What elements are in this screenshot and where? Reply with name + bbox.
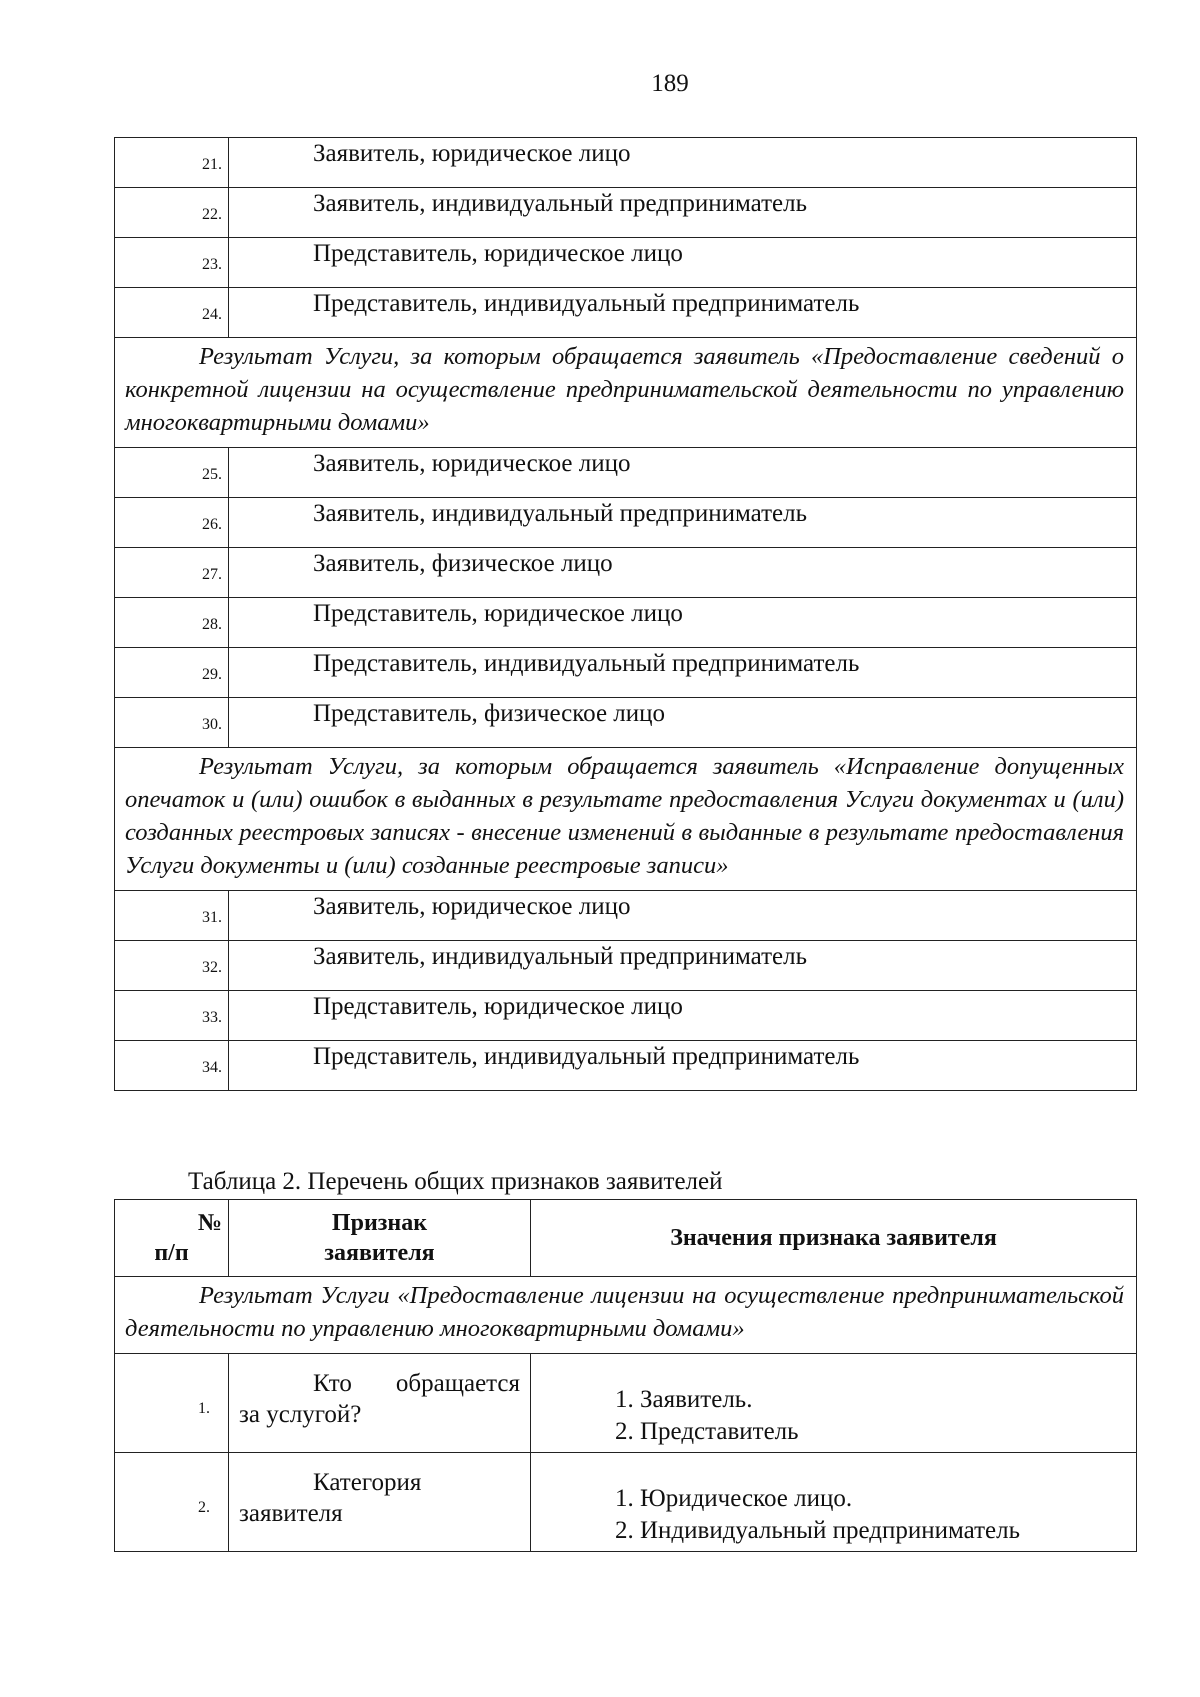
row-text: Заявитель, юридическое лицо: [229, 891, 1137, 941]
row-text: Представитель, индивидуальный предприниматель: [229, 648, 1137, 698]
table-row: [115, 598, 1137, 648]
table-row: [115, 288, 1137, 338]
attribute-line1: Категория: [313, 1469, 422, 1496]
table-row: [115, 648, 1137, 698]
value-item: 1. Заявитель.: [615, 1386, 753, 1413]
row-text: Заявитель, индивидуальный предприниматель: [229, 941, 1137, 991]
table-row: [115, 891, 1137, 941]
table-row: [115, 498, 1137, 548]
table-row: [115, 448, 1137, 498]
row-number: 29.: [115, 648, 229, 698]
table-row: [115, 548, 1137, 598]
row-number: 21.: [115, 138, 229, 188]
table-header-row: [115, 1200, 1137, 1277]
table2-caption: Таблица 2. Перечень общих признаков заявителей: [188, 1168, 723, 1195]
header-values: Значения признака заявителя: [531, 1200, 1137, 1277]
row-text: Представитель, юридическое лицо: [229, 238, 1137, 288]
attribute-line2: за услугой?: [239, 1401, 362, 1428]
table-row: [115, 698, 1137, 748]
section-row: [115, 338, 1137, 448]
table-row: [115, 238, 1137, 288]
section-heading: Результат Услуги «Предоставление лицензии на осуществление предпринимательской деятельности по управлению многоквартирными домами»: [115, 1277, 1137, 1354]
value-item: 2. Индивидуальный предприниматель: [615, 1517, 1020, 1544]
row-number: 30.: [115, 698, 229, 748]
row-text: Представитель, индивидуальный предприниматель: [229, 1041, 1137, 1091]
attribute-line1: Кто обращается: [313, 1370, 520, 1397]
row-number: 27.: [115, 548, 229, 598]
row-number: 22.: [115, 188, 229, 238]
row-number: 2.: [115, 1453, 229, 1552]
attribute-line2: заявителя: [239, 1500, 343, 1527]
header-number-line2: п/п: [154, 1240, 189, 1266]
table-row: [115, 138, 1137, 188]
row-number: 34.: [115, 1041, 229, 1091]
row-number: 28.: [115, 598, 229, 648]
row-number: 25.: [115, 448, 229, 498]
table-row: [115, 1041, 1137, 1091]
row-number: 26.: [115, 498, 229, 548]
row-number: 23.: [115, 238, 229, 288]
values-cell: [531, 1453, 1137, 1552]
header-number-line1: №: [197, 1210, 222, 1236]
header-attribute: [229, 1200, 531, 1277]
row-text: Заявитель, юридическое лицо: [229, 448, 1137, 498]
row-text: Представитель, юридическое лицо: [229, 598, 1137, 648]
attribute-cell: [229, 1354, 531, 1453]
section-heading: Результат Услуги, за которым обращается заявитель «Исправление допущенных опечаток и (или) ошибок в выданных в результате предоставления Услуги документах и (или) созданных реестровых записях - внесение изменений в выданные в результате предоставления Услуги документы и (или) созданные реестровые записи»: [115, 748, 1137, 891]
table-row: [115, 1354, 1137, 1453]
applicant-attributes-table: [114, 1199, 1137, 1552]
row-number: 33.: [115, 991, 229, 1041]
row-text: Представитель, юридическое лицо: [229, 991, 1137, 1041]
attribute-cell: [229, 1453, 531, 1552]
value-item: 2. Представитель: [615, 1418, 799, 1445]
row-number: 32.: [115, 941, 229, 991]
page-number: 189: [651, 70, 689, 97]
applicant-variants-table: [114, 137, 1137, 1091]
values-cell: [531, 1354, 1137, 1453]
value-item: 1. Юридическое лицо.: [615, 1485, 853, 1512]
row-text: Представитель, физическое лицо: [229, 698, 1137, 748]
row-text: Заявитель, физическое лицо: [229, 548, 1137, 598]
table-row: [115, 1453, 1137, 1552]
table-row: [115, 188, 1137, 238]
row-number: 31.: [115, 891, 229, 941]
row-text: Заявитель, индивидуальный предприниматель: [229, 498, 1137, 548]
section-row: [115, 1277, 1137, 1354]
row-text: Представитель, индивидуальный предприниматель: [229, 288, 1137, 338]
header-attribute-line1: Признак: [331, 1210, 428, 1236]
row-text: Заявитель, индивидуальный предприниматель: [229, 188, 1137, 238]
section-row: [115, 748, 1137, 891]
row-number: 1.: [115, 1354, 229, 1453]
table-row: [115, 941, 1137, 991]
row-number: 24.: [115, 288, 229, 338]
header-attribute-line2: заявителя: [324, 1240, 435, 1266]
section-heading: Результат Услуги, за которым обращается заявитель «Предоставление сведений о конкретной лицензии на осуществление предпринимательской деятельности по управлению многоквартирными домами»: [115, 338, 1137, 448]
header-number: [115, 1200, 229, 1277]
row-text: Заявитель, юридическое лицо: [229, 138, 1137, 188]
table-row: [115, 991, 1137, 1041]
